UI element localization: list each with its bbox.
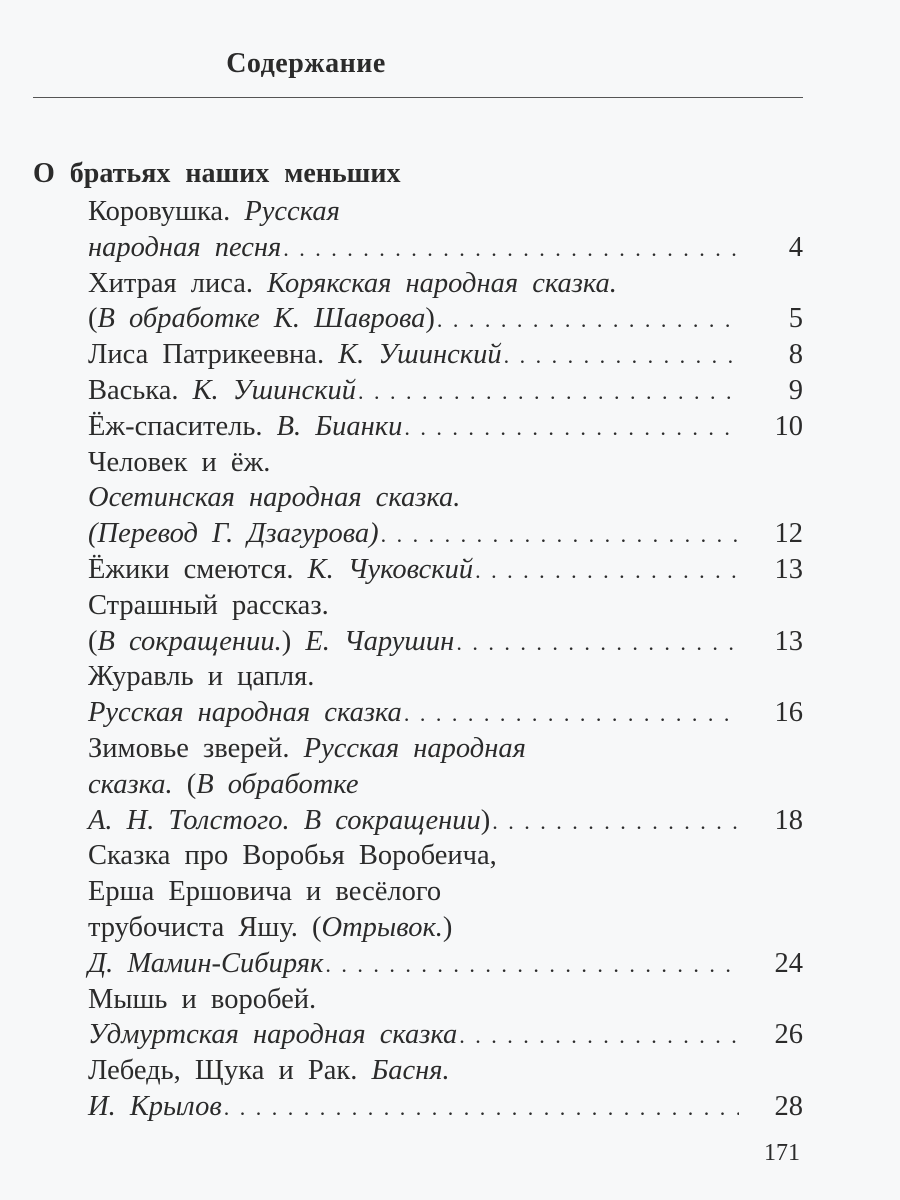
toc-italic-text: (Перевод Г. Дзагурова) [88, 518, 379, 550]
toc-line [88, 626, 803, 662]
toc-line [88, 948, 803, 984]
toc-text: ) [442, 911, 453, 943]
toc-entry-text [88, 447, 270, 479]
toc-text: Васька. [88, 374, 193, 406]
dot-leader [456, 630, 739, 656]
toc-text: Хитрая лиса. [88, 267, 268, 299]
toc-text: Зимовье зверей. [88, 732, 304, 764]
toc-line [88, 1019, 803, 1055]
toc-entry-text [88, 518, 379, 550]
toc-text: Лебедь, Щука и Рак. [88, 1055, 372, 1087]
toc-page-number: 26 [774, 1019, 803, 1051]
toc-italic-text: Д. Мамин-Сибиряк [88, 947, 324, 979]
toc-page-number: 10 [774, 410, 803, 442]
toc-line [88, 984, 803, 1020]
toc-text: Страшный рассказ. [88, 589, 329, 621]
toc-entry-text [88, 626, 454, 658]
toc-line [88, 769, 803, 805]
toc-page-number: 9 [788, 374, 803, 406]
dot-leader [381, 522, 739, 548]
toc-text: Ерша Ершовича и весёлого [88, 876, 442, 908]
toc-line [88, 268, 803, 304]
toc-italic-text: К. Ушинский [192, 374, 356, 406]
toc-entry-text [88, 1055, 450, 1087]
toc-italic-text: Русская народная сказка [88, 697, 402, 729]
toc-italic-text: Русская [244, 196, 340, 227]
toc-entry-text [88, 733, 526, 765]
toc-text: ) [425, 303, 435, 335]
dot-leader [437, 307, 739, 333]
toc-entry-text [88, 411, 402, 443]
toc-italic-text: Басня. [371, 1055, 450, 1087]
dot-leader [504, 343, 739, 369]
toc-page-number: 4 [788, 231, 803, 263]
toc-text: Человек и ёж. [88, 446, 271, 478]
toc-line [88, 411, 803, 447]
toc-entry-text [88, 769, 359, 801]
toc-page-number: 18 [774, 804, 803, 836]
toc-line [88, 590, 803, 626]
toc-text: трубочиста Яшу. ( [88, 911, 322, 943]
toc-page-number: 12 [774, 518, 803, 550]
toc-entry-text [88, 196, 340, 228]
toc-italic-text: И. Крылов [88, 1090, 222, 1122]
dot-leader [492, 809, 739, 835]
toc-line [88, 1055, 803, 1091]
toc-line [88, 375, 803, 411]
toc-line [88, 840, 803, 876]
toc-italic-text: В обработке К. Шаврова [97, 303, 426, 335]
toc-entry-text [88, 339, 502, 371]
toc-entry-text [88, 232, 281, 264]
toc-page-number: 28 [774, 1090, 803, 1122]
dot-leader [224, 1095, 739, 1121]
toc-italic-text: Осетинская народная сказка. [88, 482, 461, 514]
toc-entry-text [88, 840, 497, 872]
dot-leader [358, 379, 739, 405]
toc-text: Ёжики смеются. [88, 553, 308, 585]
toc-line [88, 876, 803, 912]
toc-line [88, 1091, 803, 1127]
toc-page-number: 16 [774, 697, 803, 729]
toc-line [88, 518, 803, 554]
toc-page-number: 13 [774, 553, 803, 585]
toc-entry-text [88, 554, 473, 586]
toc-entry-text [88, 805, 490, 837]
toc-line [88, 339, 803, 375]
toc-line [88, 303, 803, 339]
toc-entry-text [88, 482, 460, 514]
toc-entry-text [88, 661, 314, 693]
toc-italic-text: К. Чуковский [307, 553, 474, 585]
toc-italic-text: В. Бианки [276, 410, 403, 442]
toc-line [88, 912, 803, 948]
toc-page-number: 13 [774, 625, 803, 657]
toc-text: Журавль и цапля. [88, 661, 315, 693]
toc-line [88, 447, 803, 483]
toc-entry-text [88, 912, 452, 944]
toc-italic-text: Отрывок. [321, 911, 443, 943]
section-heading: О братьях наших меньших [33, 158, 401, 189]
title-divider [33, 97, 803, 98]
toc-page-number: 24 [774, 947, 803, 979]
toc-text: ( [172, 768, 197, 800]
dot-leader [475, 558, 739, 584]
dot-leader [459, 1023, 739, 1049]
toc-line [88, 661, 803, 697]
toc-entry-text [88, 984, 316, 1016]
dot-leader [404, 701, 739, 727]
toc-entry-text [88, 375, 356, 407]
toc-page-number: 8 [788, 339, 803, 371]
toc-italic-text: сказка. [88, 768, 173, 800]
table-of-contents [88, 196, 803, 1127]
toc-line [88, 733, 803, 769]
toc-entry-text [88, 303, 435, 335]
toc-line [88, 196, 803, 232]
toc-line [88, 482, 803, 518]
toc-italic-text: народная песня [88, 231, 282, 263]
toc-text: ( [88, 303, 98, 335]
toc-line [88, 554, 803, 590]
toc-entry-text [88, 697, 402, 729]
toc-italic-text: Удмуртская народная сказка [88, 1019, 458, 1051]
toc-text: Сказка про Воробья Воробеича, [88, 840, 497, 872]
page-number: 171 [764, 1140, 800, 1166]
toc-page-number: 5 [788, 303, 803, 335]
toc-text: Ёж-спаситель. [88, 410, 277, 442]
toc-line [88, 697, 803, 733]
toc-italic-text: Корякская народная сказка. [267, 267, 617, 299]
toc-entry-text [88, 1019, 457, 1051]
toc-entry-text [88, 590, 329, 622]
toc-text: Лиса Патрикеевна. [88, 339, 339, 371]
toc-text: ( [88, 625, 98, 657]
toc-text: Мышь и воробей. [88, 983, 317, 1015]
toc-entry-text [88, 948, 323, 980]
toc-italic-text: А. Н. Толстого. В сокращении [88, 804, 481, 836]
toc-entry-text [88, 268, 617, 300]
toc-line [88, 805, 803, 841]
toc-italic-text: В сокращении. [97, 625, 282, 657]
dot-leader [325, 952, 739, 978]
toc-entry-text [88, 876, 441, 908]
toc-italic-text: К. Ушинский [338, 339, 502, 371]
toc-italic-text: Русская народная [303, 732, 526, 764]
toc-line [88, 232, 803, 268]
toc-text: ) [480, 804, 491, 836]
page-title: Содержание [226, 48, 386, 79]
toc-text: Коровушка. [88, 196, 245, 227]
dot-leader [404, 415, 739, 441]
toc-entry-text [88, 1091, 222, 1123]
toc-text: ) [281, 625, 306, 657]
toc-italic-text: В обработке [196, 768, 359, 800]
dot-leader [283, 236, 739, 262]
toc-italic-text: Е. Чарушин [305, 625, 455, 657]
